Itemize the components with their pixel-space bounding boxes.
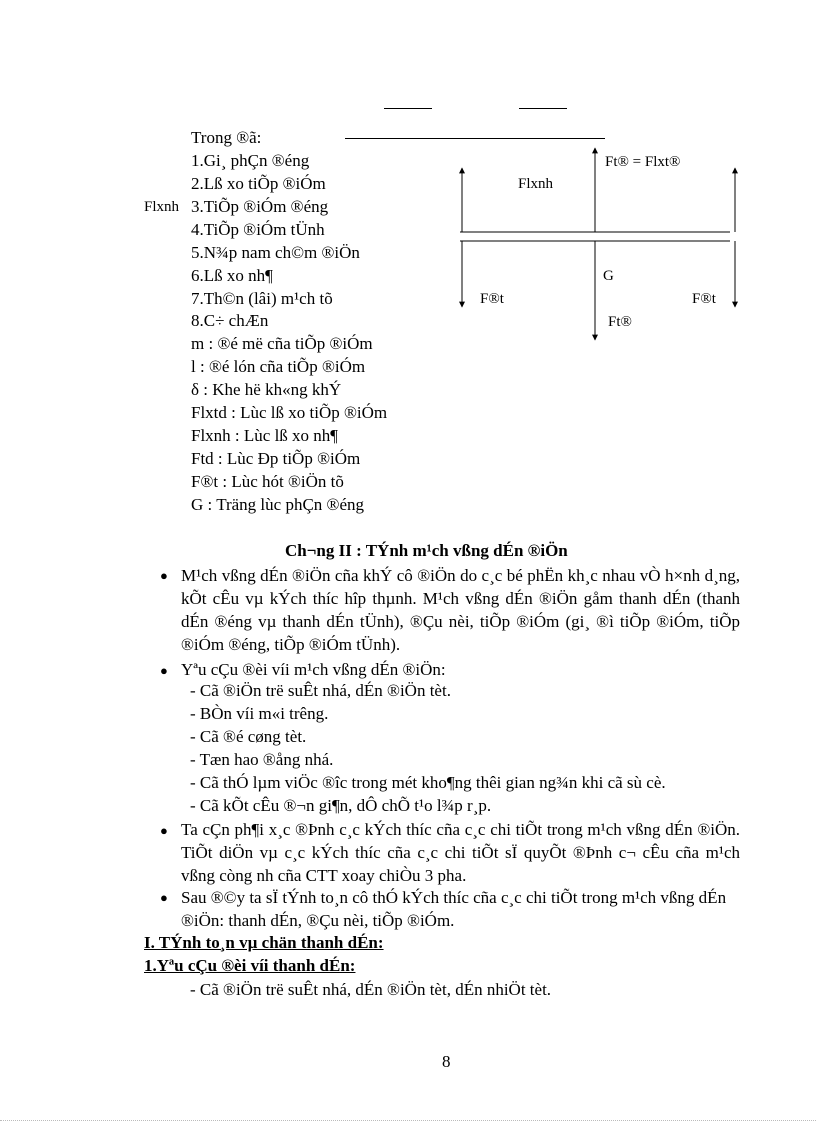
- legend-symbol: l : ®é lón cña tiÕp ®iÓm: [191, 357, 366, 376]
- bullet-marker: ●: [160, 823, 168, 838]
- force-diagram: [440, 140, 750, 350]
- subsection-title: 1.Yªu cÇu ®èi víi thanh dÉn:: [144, 956, 356, 975]
- label-fdt-right: F®t: [692, 291, 716, 307]
- legend-rule: [345, 138, 605, 139]
- legend-item: 2.Lß xo tiÕp ®iÓm: [191, 174, 326, 193]
- legend-symbol: F®t : Lùc hót ®iÖn tõ: [191, 472, 344, 491]
- label-fdt-left: F®t: [480, 291, 504, 307]
- section-title: I. TÝnh to¸n vµ chän thanh dÉn:: [144, 933, 384, 952]
- requirement-item: - BÒn víi m«i trêng.: [190, 704, 329, 723]
- top-rule-left: [384, 108, 432, 109]
- label-g: G: [603, 268, 614, 284]
- bullet-paragraph: Ta cÇn ph¶i x¸c ®Þnh c¸c kÝch thíc cña c¸c chi tiÕt trong m¹ch vßng dÉn ®iÖn. TiÕt diÖn vµ c¸c kÝch thíc cña c¸c chi tiÕt sÏ quyÕt ®Þnh c¬ cÊu cña m¹ch vßng còng nh cña CTT xoay chiÒu 3 pha.: [181, 820, 740, 885]
- bullet-marker: ●: [160, 663, 168, 678]
- legend-title: Trong ®ã:: [191, 128, 262, 147]
- legend-item: 8.C÷ chÆn: [191, 311, 269, 330]
- top-rule-right: [519, 108, 567, 109]
- bullet-marker: ●: [160, 890, 168, 905]
- legend-item: 3.TiÕp ®iÓm ®éng: [191, 197, 329, 216]
- label-ftd-bottom: Ft®: [608, 314, 632, 330]
- requirement-item: - Cã thÓ lµm viÖc ®îc trong mét kho¶ng thêi gian ng¾n khi cã sù cè.: [190, 773, 666, 792]
- bullet-paragraph: Sau ®©y ta sÏ tÝnh to¸n cô thÓ kÝch thíc cña c¸c chi tiÕt trong m¹ch vßng dÉn ®iÖn: thanh dÉn, ®Çu nèi, tiÕp ®iÓm.: [181, 888, 727, 930]
- legend-symbol: δ : Khe hë kh«ng khÝ: [191, 380, 342, 399]
- legend-symbol: Flxtd : Lùc lß xo tiÕp ®iÓm: [191, 403, 388, 422]
- requirement-item: - Tæn hao ®ång nhá.: [190, 750, 334, 769]
- legend-item: 7.Th©n (lâi) m¹ch tõ: [191, 289, 333, 308]
- footer-divider: [0, 1120, 816, 1121]
- legend-item: 5.N¾p nam ch©m ®iÖn: [191, 243, 360, 262]
- legend-symbol: Ftd : Lùc Ðp tiÕp ®iÓm: [191, 449, 361, 468]
- legend-symbol: G : Träng lùc phÇn ®éng: [191, 495, 365, 514]
- label-ftd-eq: Ft® = Flxt®: [605, 154, 681, 170]
- legend-item: 4.TiÕp ®iÓm tÜnh: [191, 220, 325, 239]
- label-flxnh: Flxnh: [518, 176, 554, 192]
- bullet-marker: ●: [160, 568, 168, 583]
- requirement-item: - Cã kÕt cÊu ®¬n gi¶n, dÔ chÕ t¹o l¾p r¸p.: [190, 796, 492, 815]
- requirement-item: - Cã ®é cøng tèt.: [190, 727, 307, 746]
- chapter-title: Ch¬ng II : TÝnh m¹ch vßng dÉn ®iÖn: [285, 541, 568, 560]
- legend-item: 1.Gi¸ phÇn ®éng: [191, 151, 310, 170]
- page-number: 8: [442, 1052, 451, 1071]
- side-label-flxnh: Flxnh: [144, 199, 180, 215]
- legend-symbol: m : ®é më cña tiÕp ®iÓm: [191, 334, 373, 353]
- bullet-paragraph: Yªu cÇu ®èi víi m¹ch vßng dÉn ®iÖn:: [181, 660, 446, 679]
- legend-symbol: Flxnh : Lùc lß xo nh¶: [191, 426, 339, 445]
- requirement-item: - Cã ®iÖn trë suÊt nhá, dÉn ®iÖn tèt.: [190, 681, 451, 700]
- bullet-paragraph: M¹ch vßng dÉn ®iÖn cña khÝ cô ®iÖn do c¸c bé phËn kh¸c nhau vÒ h×nh d¸ng, kÕt cÊu vµ kÝch thíc hîp thµnh. M¹ch vßng dÉn ®iÖn gåm thanh dÉn (thanh dÉn ®éng vµ thanh dÉn tÜnh), ®Çu nèi, tiÕp ®iÓm (gi¸ ®ì tiÕp ®iÓm, tiÕp ®iÓm ®éng, tiÕp ®iÓm tÜnh).: [181, 566, 740, 654]
- legend-item: 6.Lß xo nh¶: [191, 266, 273, 285]
- subsection-item: - Cã ®iÖn trë suÊt nhá, dÉn ®iÖn tèt, dÉn nhiÖt tèt.: [190, 980, 552, 999]
